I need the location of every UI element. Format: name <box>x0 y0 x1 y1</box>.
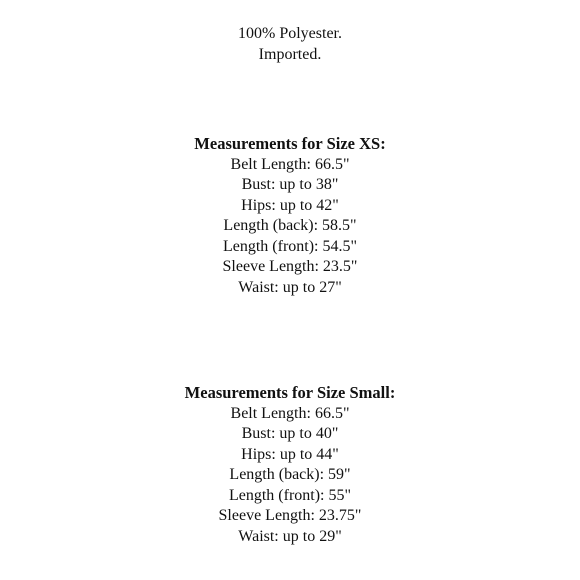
measurement-line: Length (front): 55" <box>228 486 352 504</box>
material-text: 100% Polyester. <box>238 25 342 42</box>
measurement-line: Length (back): 59" <box>229 466 351 483</box>
measurement-line: Length (front): 54.5" <box>222 237 358 255</box>
measurement-line: Bust: up to 38" <box>241 176 339 193</box>
measurement-line: Belt Length: 66.5" <box>230 404 350 422</box>
measurement-line: Sleeve Length: 23.75" <box>218 507 362 524</box>
measurements-small-heading: Measurements for Size Small: <box>184 383 396 402</box>
product-info-block <box>0 24 580 65</box>
measurements-xs-heading: Measurements for Size XS: <box>194 134 386 153</box>
measurements-xs-block <box>0 134 580 298</box>
measurement-line: Length (back): 58.5" <box>223 217 357 234</box>
measurements-small-block <box>0 383 580 547</box>
measurement-line: Waist: up to 27" <box>238 278 342 296</box>
measurement-line: Hips: up to 44" <box>241 445 339 463</box>
measurement-line: Bust: up to 40" <box>241 425 339 442</box>
origin-text: Imported. <box>258 45 322 63</box>
measurement-line: Hips: up to 42" <box>241 196 339 214</box>
measurement-line: Waist: up to 29" <box>238 527 342 545</box>
measurement-line: Sleeve Length: 23.5" <box>222 258 358 275</box>
measurement-line: Belt Length: 66.5" <box>230 155 350 173</box>
